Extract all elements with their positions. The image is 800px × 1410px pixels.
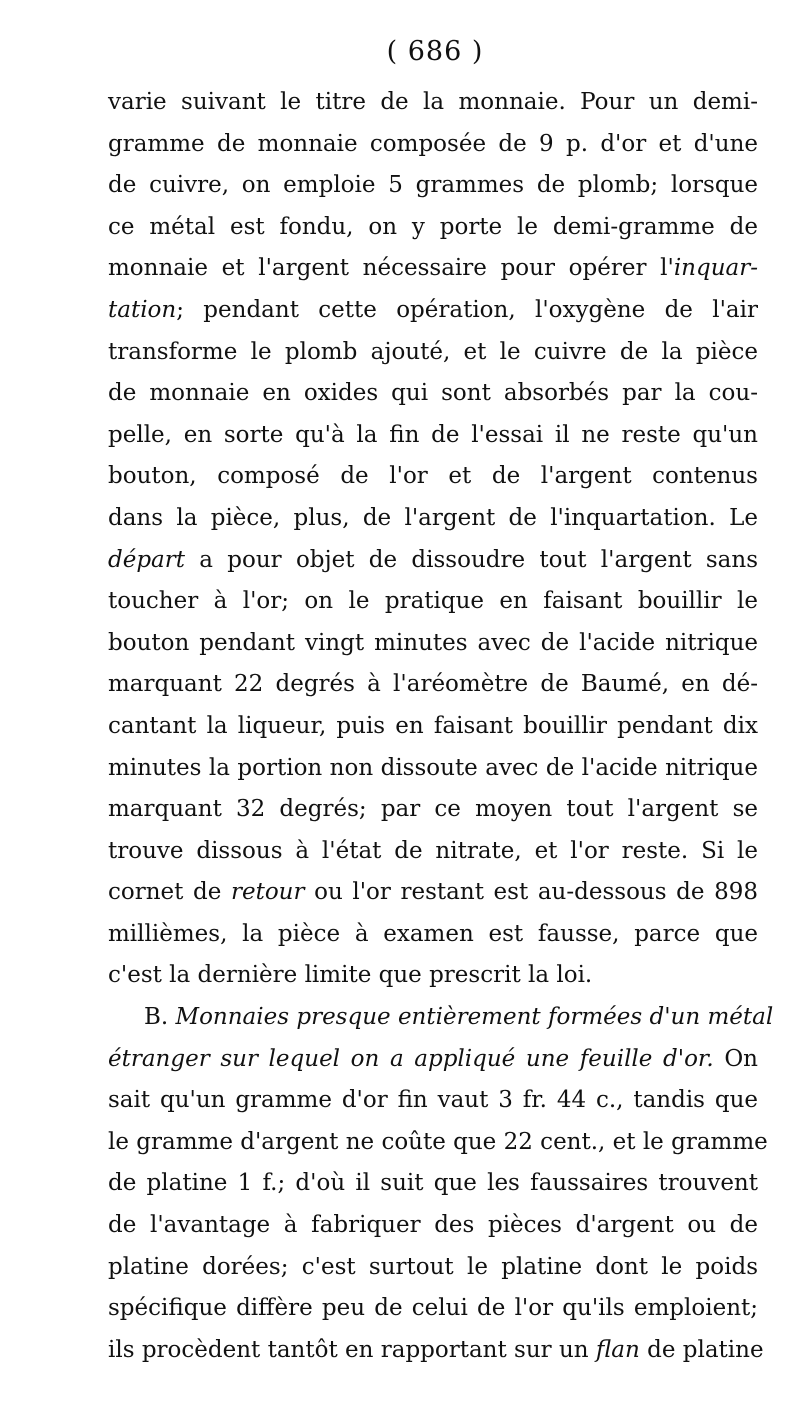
text-segment: monnaie et l'argent nécessaire pour opérer l' (108, 255, 674, 282)
text-line (108, 290, 758, 332)
text-segment: le gramme d'argent ne coûte que 22 cent., et le gramme (108, 1128, 768, 1155)
text-line (108, 872, 758, 914)
text-segment: minutes la portion non dissoute avec de l'acide nitrique (108, 754, 758, 781)
text-segment: varie suivant le titre de la monnaie. Pour un demi- (108, 89, 758, 115)
text-line (108, 914, 758, 956)
text-segment: On (713, 1045, 758, 1072)
text-line (108, 1288, 758, 1330)
text-line (108, 248, 758, 290)
italic-text: départ (108, 546, 186, 573)
text-line (108, 1247, 758, 1289)
text-line (108, 1163, 758, 1205)
text-line (108, 498, 758, 540)
text-segment: marquant 22 degrés à l'aréomètre de Baumé, en dé- (108, 671, 758, 698)
text-line (108, 1080, 758, 1122)
text-segment: platine dorées; c'est surtout le platine dont le poids (108, 1253, 758, 1280)
text-line (108, 706, 758, 748)
text-line (108, 748, 758, 790)
text-segment: bouton pendant vingt minutes avec de l'acide nitrique (108, 629, 758, 656)
italic-text: flan (595, 1336, 640, 1363)
text-segment: millièmes, la pièce à examen est fausse, parce que (108, 920, 758, 947)
italic-text: étranger sur lequel on a appliqué une feuille d'or. (108, 1045, 714, 1072)
text-segment: cornet de (108, 879, 231, 906)
text-line (108, 82, 758, 124)
text-segment: a pour objet de dissoudre tout l'argent sans (185, 546, 758, 573)
text-line (108, 415, 758, 457)
text-line (108, 581, 758, 623)
text-line (108, 373, 758, 415)
text-line (108, 623, 758, 665)
text-segment: gramme de monnaie composée de 9 p. d'or et d'une (108, 130, 758, 157)
body-text (108, 82, 774, 1371)
text-line (108, 1205, 758, 1247)
text-line (108, 332, 758, 374)
text-segment: spécifique diffère peu de celui de l'or qu'ils emploient; (108, 1295, 758, 1322)
text-line (108, 207, 758, 249)
text-segment: ou l'or restant est au-dessous de 898 (304, 879, 758, 906)
text-line (108, 456, 758, 498)
page-number: ( 686 ) (386, 36, 484, 67)
text-line (108, 1330, 764, 1372)
text-line (108, 664, 758, 706)
text-line (108, 124, 758, 166)
text-line (108, 955, 758, 997)
text-line (108, 1122, 768, 1164)
text-segment: bouton, composé de l'or et de l'argent contenus (108, 463, 758, 490)
italic-text: retour (230, 879, 305, 906)
text-segment: sait qu'un gramme d'or fin vaut 3 fr. 44 c., tandis que (108, 1087, 758, 1114)
text-segment: toucher à l'or; on le pratique en faisant bouillir le (108, 588, 758, 615)
text-segment: de l'avantage à fabriquer des pièces d'argent ou de (108, 1212, 758, 1239)
text-line (108, 540, 758, 582)
text-segment: de platine 1 f.; d'où il suit que les faussaires trouvent (108, 1170, 758, 1197)
italic-text: Monnaies presque entièrement formées d'un métal (175, 1004, 774, 1031)
text-segment: c'est la dernière limite que prescrit la loi. (108, 962, 593, 989)
text-line (108, 1039, 758, 1081)
text-segment: ils procèdent tantôt en rapportant sur un (108, 1336, 596, 1363)
text-segment: marquant 32 degrés; par ce moyen tout l'argent se (108, 796, 758, 823)
text-segment: de cuivre, on emploie 5 grammes de plomb; lorsque (108, 172, 758, 199)
text-segment: pelle, en sorte qu'à la fin de l'essai il ne reste qu'un (108, 421, 758, 448)
text-segment: cantant la liqueur, puis en faisant bouillir pendant dix (108, 712, 758, 739)
text-segment: trouve dissous à l'état de nitrate, et l'or reste. Si le (108, 837, 758, 864)
text-segment: transforme le plomb ajouté, et le cuivre de la pièce (108, 338, 758, 365)
text-line (108, 165, 758, 207)
text-segment: ; pendant cette opération, l'oxygène de l'air (176, 296, 758, 323)
text-segment: ce métal est fondu, on y porte le demi-gramme de (108, 213, 758, 240)
text-line (108, 997, 774, 1039)
text-line (108, 789, 758, 831)
text-segment: de platine (639, 1336, 764, 1363)
text-segment: de monnaie en oxides qui sont absorbés par la cou- (108, 380, 758, 407)
italic-text: inquar- (673, 255, 758, 282)
text-segment: B. (144, 1004, 176, 1031)
italic-text: tation (108, 296, 177, 323)
text-segment: dans la pièce, plus, de l'argent de l'inquartation. Le (108, 504, 758, 531)
text-line (108, 831, 758, 873)
